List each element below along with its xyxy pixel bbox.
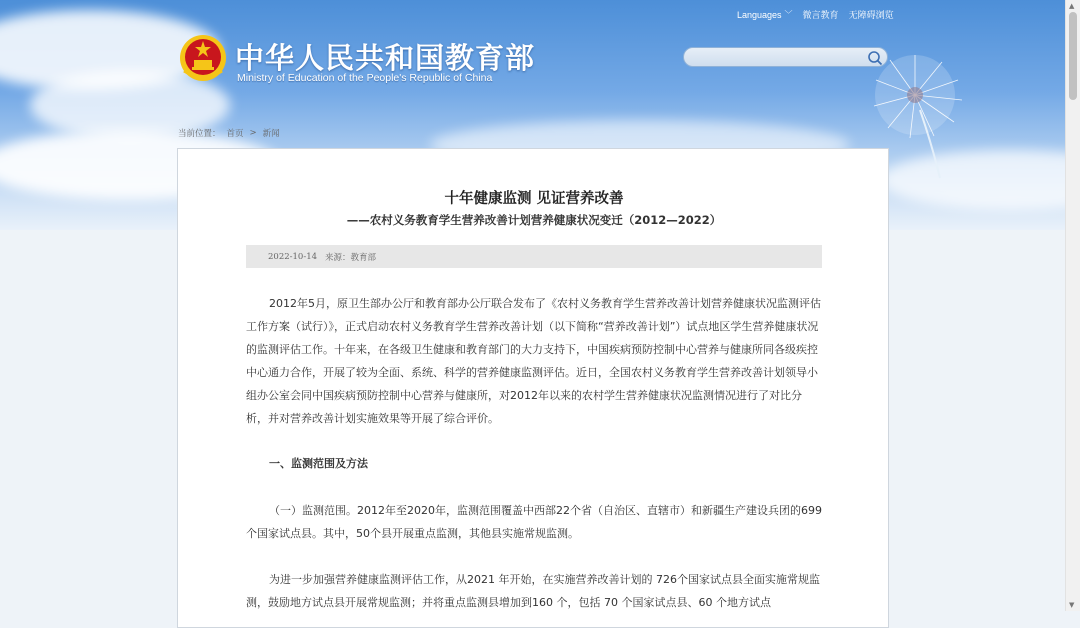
top-navigation xyxy=(737,8,894,21)
article-paragraph: （一）监测范围。2012年至2020年，监测范围覆盖中西部22个省（自治区、直辖市）和新疆生产建设兵团的699个国家试点县。其中，50个县开展重点监测，其他县实施常规监测。 xyxy=(246,504,822,540)
chevron-down-icon: ﹀ xyxy=(784,10,793,19)
article-paragraph: 为进一步加强营养健康监测评估工作，从2021 年开始，在实施营养改善计划的 726个国家试点县全面实施常规监测，鼓励地方试点县开展常规监测；并将重点监测县增加到160 个，包括 70 个国家试点县、60 个地方试点 xyxy=(246,573,820,609)
scroll-up-icon[interactable]: ▲ xyxy=(1069,2,1075,10)
scroll-down-icon[interactable]: ▼ xyxy=(1069,601,1075,609)
article-subtitle: ——农村义务教育学生营养改善计划营养健康状况变迁（2012—2022） xyxy=(346,213,722,227)
search-box xyxy=(683,47,888,67)
breadcrumb-news-link[interactable]: 新闻 xyxy=(262,129,280,139)
breadcrumb-home-link[interactable]: 首页 xyxy=(226,129,244,139)
page-scrollbar[interactable] xyxy=(1065,0,1080,611)
site-title: 中华人民共和国教育部 xyxy=(235,41,536,75)
search-icon[interactable] xyxy=(867,50,883,66)
search-input[interactable] xyxy=(694,50,858,66)
article-date: 2022-10-14 xyxy=(268,251,318,262)
scrollbar-thumb[interactable] xyxy=(1069,12,1077,100)
accessibility-link[interactable]: 无障碍浏览 xyxy=(848,10,894,20)
article-title: 十年健康监测 见证营养改善 xyxy=(444,191,624,207)
breadcrumb xyxy=(178,127,280,139)
section-heading: 一、监测范围及方法 xyxy=(269,457,368,470)
article-paragraph: 2012年5月，原卫生部办公厅和教育部办公厅联合发布了《农村义务教育学生营养改善计划营养健康状况监测评估工作方案（试行）》，正式启动农村义务教育学生营养改善计划（以下简称“营养改善计划”）试点地区学生营养健康状况的监测评估工作。十年来，在各级卫生健康和教育部门的大力支持下，中国疾病预防控制中心营养与健康所同各级疾控中心通力合作，开展了较为全面、系统、科学的营养健康监测评估。近日，全国农村义务教育学生营养改善计划领导小组办公室会同中国疾病预防控制中心营养与健康所，对2012年以来的农村学生营养健康状况监测情况进行了对比分析，并对营养改善计划实施效果等开展了综合评价。 xyxy=(246,297,821,425)
languages-label: Languages xyxy=(737,9,782,20)
breadcrumb-separator: > xyxy=(249,128,257,138)
breadcrumb-prefix: 当前位置： xyxy=(178,129,221,139)
article-meta xyxy=(246,245,822,268)
languages-menu[interactable] xyxy=(737,9,793,20)
article-card xyxy=(177,148,889,628)
article-source: 来源：教育部 xyxy=(325,252,377,263)
site-subtitle: Ministry of Education of the People's Republic of China xyxy=(237,72,493,84)
weibo-link[interactable]: 微言教育 xyxy=(802,10,839,20)
national-emblem-icon xyxy=(178,33,228,85)
